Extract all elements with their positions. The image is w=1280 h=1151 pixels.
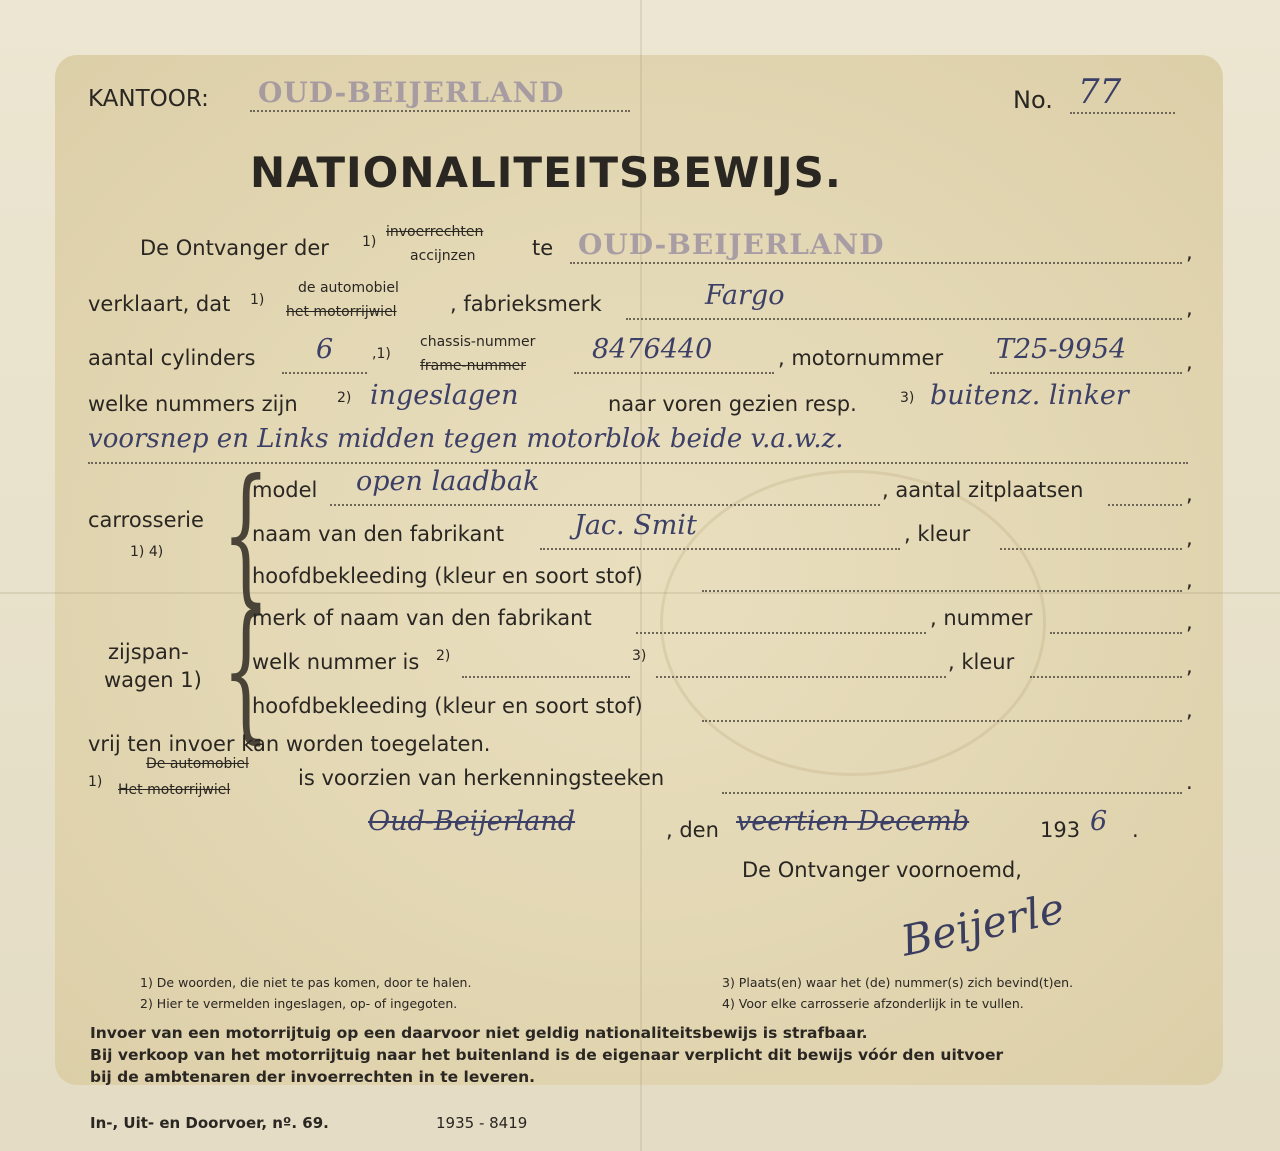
no-value: 77	[1078, 72, 1122, 112]
chassis-dotted-line	[574, 372, 774, 374]
model-dotted-line	[330, 504, 880, 506]
option-automobiel: de automobiel	[298, 280, 399, 296]
imprint-right: 1935 - 8419	[436, 1114, 528, 1132]
footnote-2: 2) Hier te vermelden ingeslagen, op- of ingegoten.	[140, 996, 458, 1011]
nummers-value: ingeslagen	[370, 380, 519, 411]
footnote-ref: 3)	[900, 390, 915, 406]
zijspan-merk-dotted-line	[636, 632, 926, 634]
option-het-motorrijwiel: Het motorrijwiel	[118, 782, 231, 798]
option-de-automobiel: De automobiel	[146, 756, 249, 772]
te-label: te	[532, 236, 554, 260]
chassis-value: 8476440	[592, 334, 713, 365]
warning-line-2: Bij verkoop van het motorrijtuig naar het buitenland is de eigenaar verplicht dit bewijs vóór den uitvoer	[90, 1046, 1004, 1064]
location-value-1: buitenz. linker	[930, 380, 1129, 411]
kleur-dotted-line	[1000, 548, 1182, 550]
date-value: veertien Decemb	[736, 806, 970, 837]
place-value: Oud-Beijerland	[368, 806, 576, 837]
zijspan-welk-label: welk nummer is	[252, 650, 420, 674]
bekleeding-dotted-line	[702, 590, 1182, 592]
option-frame: frame-nummer	[420, 358, 526, 374]
verklaart-label: verklaart, dat	[88, 292, 231, 316]
fabrikant-value: Jac. Smit	[574, 510, 697, 541]
warning-line-3: bij de ambtenaren der invoerrechten in te leveren.	[90, 1068, 536, 1086]
ontvanger-der-label: De Ontvanger der	[140, 236, 329, 260]
carrosserie-notes: 1) 4)	[130, 544, 164, 560]
footnote-ref: 1)	[88, 774, 103, 790]
kleur-label: , kleur	[904, 522, 971, 546]
zijspan-welk-dotted-line	[462, 676, 630, 678]
footnote-ref: 1)	[362, 234, 377, 250]
footnote-1: 1) De woorden, die niet te pas komen, door te halen.	[140, 975, 472, 990]
zijspan-nummer-label: , nummer	[930, 606, 1033, 630]
no-label: No.	[1013, 86, 1053, 114]
footnote-ref: 1)	[250, 292, 265, 308]
motornummer-dotted-line	[990, 372, 1182, 374]
te-dotted-line	[570, 262, 1182, 264]
warning-line-1: Invoer van een motorrijtuig op een daarvoor niet geldig nationaliteitsbewijs is strafbaar.	[90, 1024, 868, 1042]
cylinders-label: aantal cylinders	[88, 346, 256, 370]
no-dotted-line	[1070, 112, 1175, 114]
fabrieksmerk-label: , fabrieksmerk	[450, 292, 602, 316]
voren-gezien-label: naar voren gezien resp.	[608, 392, 857, 416]
year-value: 6	[1090, 806, 1108, 837]
footnote-ref: 2)	[436, 648, 451, 664]
footnote-ref: 3)	[632, 648, 647, 664]
carrosserie-label: carrosserie	[88, 508, 204, 532]
zijspan-bekleeding-label: hoofdbekleeding (kleur en soort stof)	[252, 694, 643, 718]
option-motorrijwiel: het motorrijwiel	[286, 304, 397, 320]
den-label: , den	[666, 818, 719, 842]
cylinders-dotted-line	[282, 372, 367, 374]
kantoor-stamp: OUD-BEIJERLAND	[258, 76, 565, 109]
fabrikant-dotted-line	[540, 548, 900, 550]
option-chassis: chassis-nummer	[420, 334, 536, 350]
zijspan-merk-label: merk of naam van den fabrikant	[252, 606, 592, 630]
cylinders-value: 6	[316, 334, 334, 365]
fabrieksmerk-value: Fargo	[705, 280, 785, 311]
zijspan-brace: {	[222, 584, 270, 758]
kantoor-dotted-line	[250, 110, 630, 112]
zijspan-kleur-dotted-line	[1030, 676, 1182, 678]
zijspan-bekleeding-dotted-line	[702, 720, 1182, 722]
herkenning-dotted-line	[722, 792, 1182, 794]
option-invoerrechten: invoerrechten	[386, 224, 484, 240]
kantoor-label: KANTOOR:	[88, 86, 209, 112]
year-print: 193	[1040, 818, 1081, 842]
zitplaatsen-dotted-line	[1108, 504, 1182, 506]
model-value: open laadbak	[356, 466, 540, 497]
document-title: NATIONALITEITSBEWIJS.	[250, 148, 842, 197]
footnote-4: 4) Voor elke carrosserie afzonderlijk in te vullen.	[722, 996, 1024, 1011]
footnote-3: 3) Plaats(en) waar het (de) nummer(s) zich bevind(t)en.	[722, 975, 1074, 990]
fabrieksmerk-dotted-line	[626, 318, 1182, 320]
signature: Beijerle	[896, 883, 1069, 966]
zijspan-nummer-dotted-line	[1050, 632, 1182, 634]
motornummer-value: T25-9954	[996, 334, 1127, 365]
fold-line-horizontal	[0, 592, 1280, 594]
fabrikant-label: naam van den fabrikant	[252, 522, 504, 546]
vrij-invoer-text: vrij ten invoer kan worden toegelaten.	[88, 732, 491, 756]
herkenning-text: is voorzien van herkenningsteeken	[298, 766, 665, 790]
footnote-ref: ,1)	[372, 346, 391, 362]
zijspan-label-2: wagen 1)	[104, 668, 202, 692]
ontvanger-voornoemd: De Ontvanger voornoemd,	[742, 858, 1022, 882]
option-accijnzen: accijnzen	[410, 248, 476, 264]
footnote-ref: 2)	[337, 390, 352, 406]
carrosserie-brace: {	[222, 448, 270, 622]
place-stamp: OUD-BEIJERLAND	[578, 228, 885, 261]
zitplaatsen-label: , aantal zitplaatsen	[882, 478, 1084, 502]
zijspan-label: zijspan-	[108, 640, 189, 664]
date-dot: .	[1132, 818, 1139, 842]
location-value-2: voorsnep en Links midden tegen motorblok beide v.a.w.z.	[88, 424, 844, 454]
model-label: model	[252, 478, 318, 502]
motornummer-label: , motornummer	[778, 346, 944, 370]
zijspan-welk-dotted-line-2	[656, 676, 946, 678]
bekleeding-label: hoofdbekleeding (kleur en soort stof)	[252, 564, 643, 588]
zijspan-kleur-label: , kleur	[948, 650, 1015, 674]
imprint-left: In-, Uit- en Doorvoer, nº. 69.	[90, 1114, 329, 1132]
nummers-label: welke nummers zijn	[88, 392, 298, 416]
